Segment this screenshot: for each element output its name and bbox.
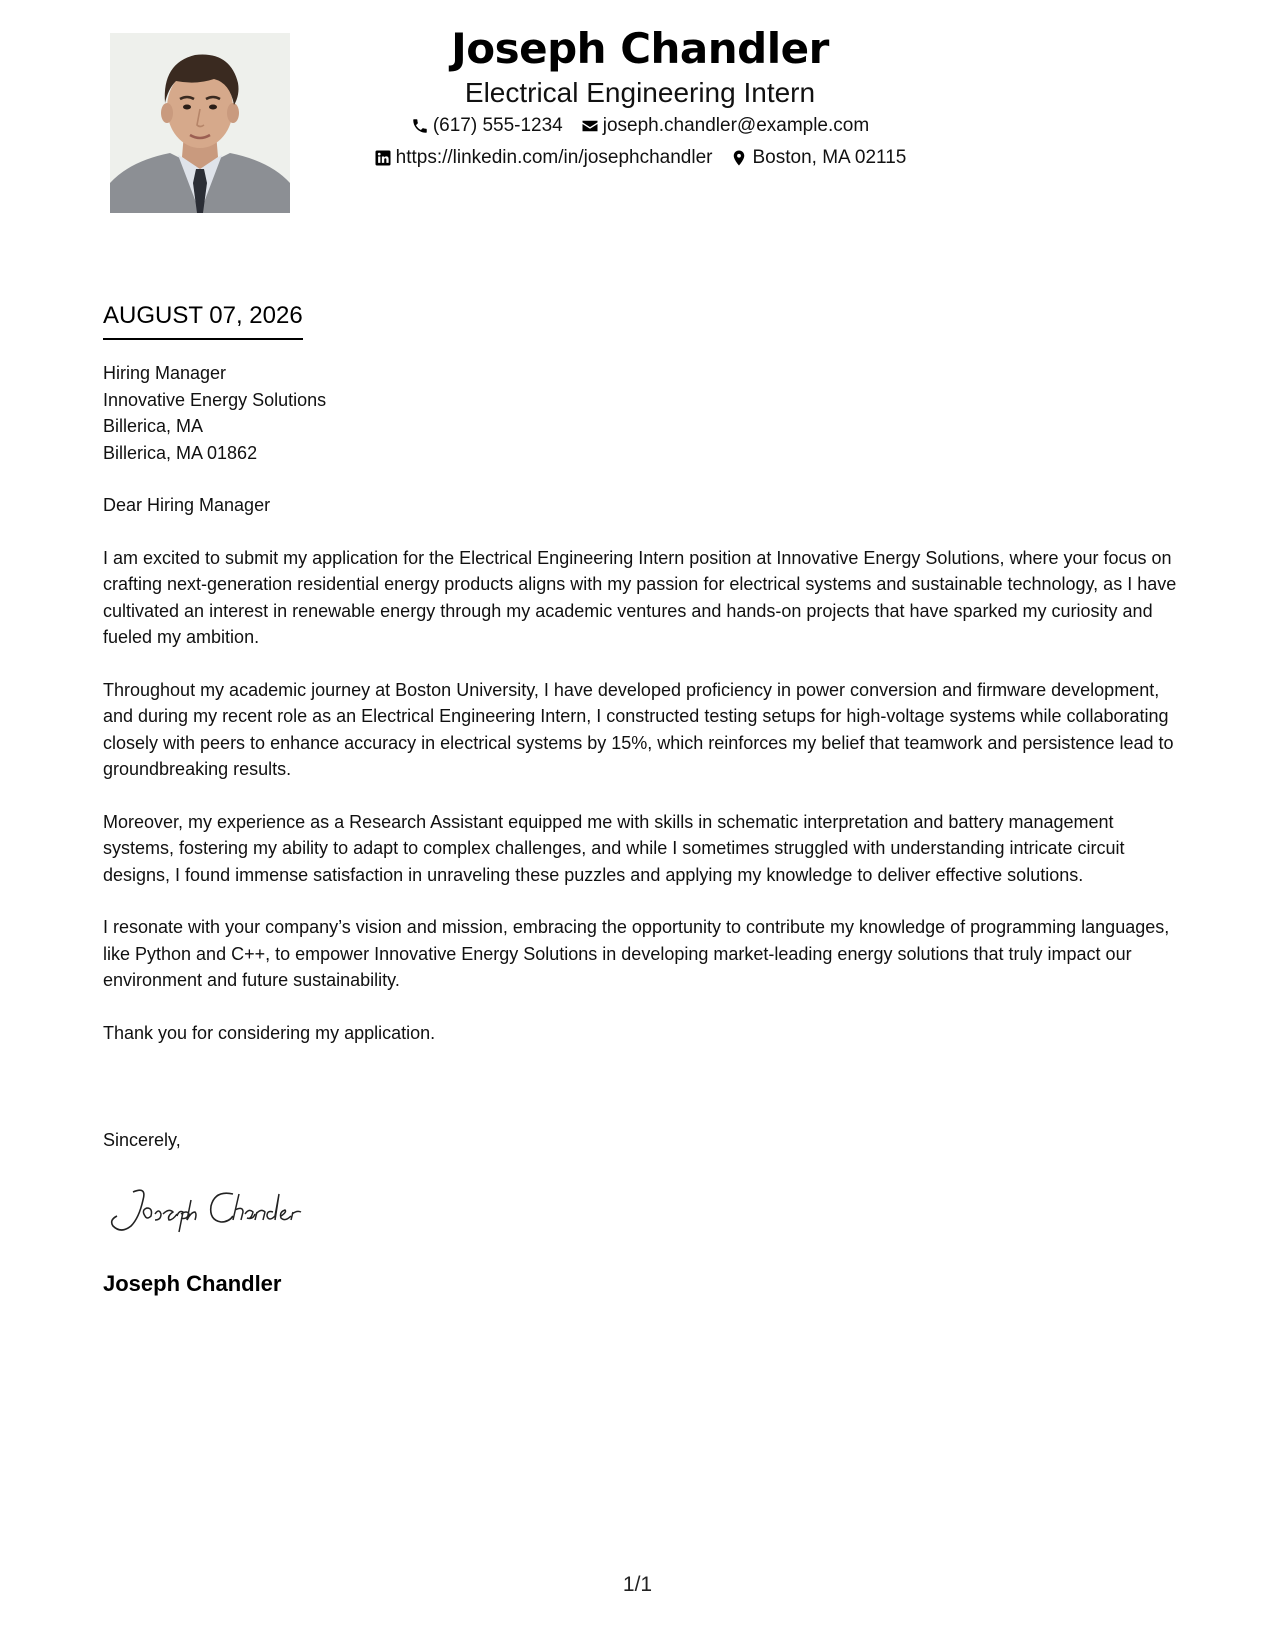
linkedin-icon (374, 149, 392, 167)
salutation: Dear Hiring Manager (103, 495, 271, 515)
recipient-line: Billerica, MA (103, 416, 204, 436)
recipient-line: Billerica, MA 01862 (103, 442, 258, 463)
applicant-title: Electrical Engineering Intern (464, 77, 816, 108)
body-paragraph: Thank you for considering my application. (103, 1022, 436, 1043)
profile-photo-illustration (110, 33, 290, 213)
phone-icon (411, 117, 429, 135)
contact-phone (411, 110, 563, 142)
applicant-name: Joseph Chandler (451, 24, 829, 73)
signer-name: Joseph Chandler (103, 1271, 282, 1296)
contact-row-1 (300, 110, 980, 142)
linkedin-text: https://linkedin.com/in/josephchandler (395, 147, 713, 168)
recipient-line: Hiring Manager (103, 363, 227, 383)
body-paragraph: Throughout my academic journey at Boston University, I have developed proficiency in power conversion and firmware development, and during my recent role as an Electrical Engineering Intern, I constructed testing setups for high-voltage systems while collaborating closely with peers to enhance accuracy in electrical systems by 15%, which reinforces my belief that teamwork and persistence lead to groundbreaking results. (103, 679, 1174, 779)
contact-row-2 (300, 142, 980, 174)
contact-location (730, 142, 906, 174)
body-paragraph: I am excited to submit my application for the Electrical Engineering Intern position at Innovative Energy Solutions, where your focus on crafting next-generation residential energy products aligns with my passion for electrical systems and sustainable technology, as I have cultivated an interest in renewable energy through my academic ventures and hands-on projects that have sparked my curiosity and fueled my ambition. (103, 547, 1177, 647)
body-paragraph: Moreover, my experience as a Research Assistant equipped me with skills in schematic interpretation and battery management systems, fostering my ability to adapt to complex challenges, and while I sometimes struggled with understanding intricate circuit designs, I found immense satisfaction in unraveling these puzzles and applying my knowledge to deliver effective solutions. (103, 811, 1125, 885)
contact-email[interactable] (581, 110, 869, 142)
body-paragraph: I resonate with your company’s vision and mission, embracing the opportunity to contribute my knowledge of programming languages, like Python and C++, to empower Innovative Energy Solutions in developing market-leading energy solutions that truly impact our environment and future sustainability. (103, 917, 1170, 990)
letter-date: AUGUST 07, 2026 (103, 300, 303, 340)
letter-header (300, 22, 980, 174)
email-text: joseph.chandler@example.com (602, 115, 870, 136)
recipient-line: Innovative Energy Solutions (103, 389, 327, 410)
page-indicator: 1/1 (622, 1573, 653, 1596)
envelope-icon (581, 117, 599, 135)
contact-linkedin[interactable] (374, 142, 713, 174)
profile-photo (110, 33, 290, 213)
location-text: Boston, MA 02115 (752, 147, 907, 168)
letter-body (103, 492, 1178, 1072)
handwritten-signature (103, 1180, 363, 1240)
phone-text: (617) 555-1234 (432, 115, 563, 136)
closing: Sincerely, (103, 1130, 181, 1150)
recipient-block (103, 360, 326, 466)
map-pin-icon (730, 149, 748, 167)
